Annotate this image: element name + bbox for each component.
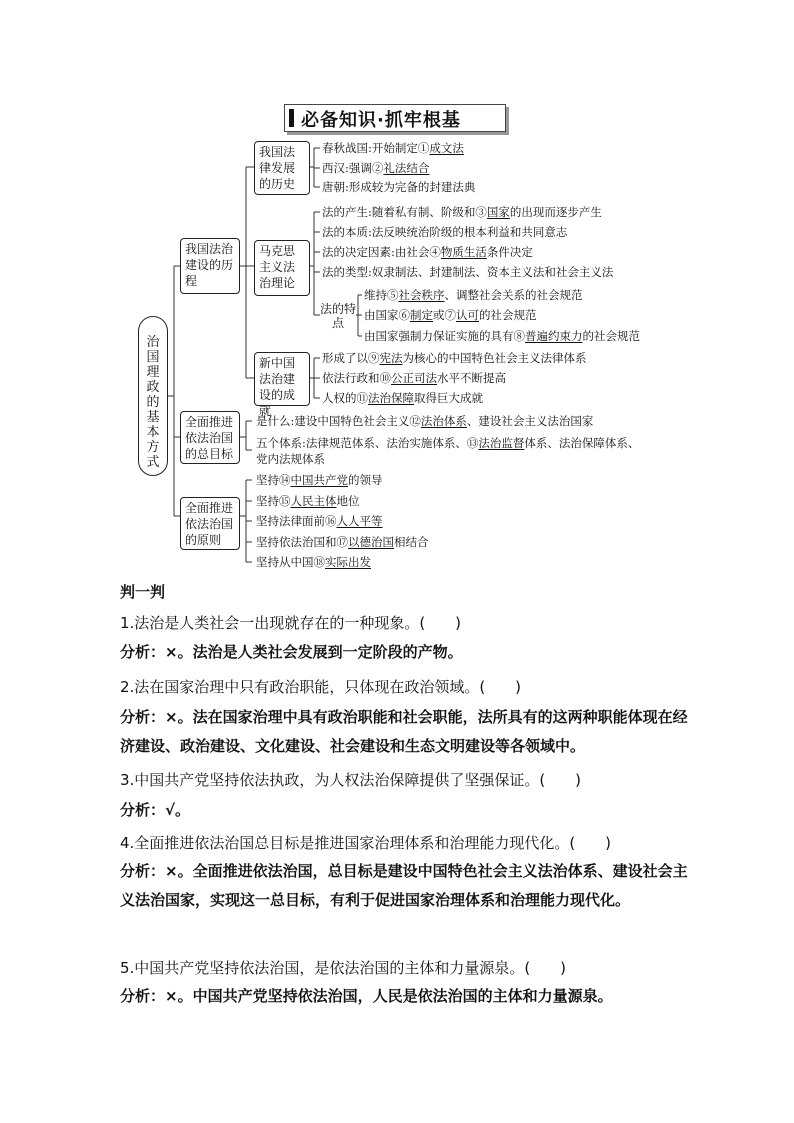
branch-principle [180,497,240,550]
newchina-item: 形成了以⑨宪法为核心的中国特色社会主义法律体系 [322,351,587,365]
principle-item: 坚持依法治国和⑰以德治国相结合 [256,535,429,549]
sub-label: 我国法律发展的历史 [259,145,296,191]
root-label: 治国理政的基本方式 [146,335,160,470]
feature-item: 维持⑤社会秩序、调整社会关系的社会规范 [364,288,583,302]
sub-newchina [254,352,310,418]
question-1: 1.法治是人类社会一出现就存在的一种现象。( ) [120,614,462,632]
history-item: 唐朝:形成较为完备的封建法典 [322,180,476,194]
principle-item: 坚持⑭中国共产党的领导 [256,473,383,487]
feature-label: 法的特点 [320,302,357,330]
branch-label: 我国法治建设的历程 [185,242,234,288]
section-title: 判一判 [120,583,166,601]
sub-marx [254,240,310,296]
branch-history [180,238,240,294]
newchina-item: 人权的⑪法治保障取得巨大成就 [322,391,483,405]
answer-3: 分析：√。 [120,801,191,819]
branch-label: 全面推进依法治国的总目标 [185,415,234,461]
sub-label: 新中国法治建设的成就 [259,356,296,418]
marx-item: 法的类型:奴隶制法、封建制法、资本主义法和社会主义法 [322,265,614,279]
question-5: 5.中国共产党坚持依法治国，是依法治国的主体和力量源泉。( ) [120,959,567,977]
answer-2: 分析：×。法在国家治理中具有政治职能和社会职能，法所具有的这两种职能体现在经济建设、政治建设、文化建设、社会建设和生态文明建设等各领域中。 [120,708,688,755]
goal-item: 五个体系:法律规范体系、法治实施体系、⑬法治监督体系、法治保障体系、 [256,436,640,450]
marx-item: 法的本质:法反映统治阶级的根本利益和共同意志 [322,225,568,239]
branch-goal [180,411,240,464]
answer-1: 分析：×。法治是人类社会发展到一定阶段的产物。 [120,643,463,661]
banner-title: 必备知识·抓牢根基 [301,110,461,131]
principle-item: 坚持⑮人民主体地位 [256,494,360,508]
answer-5: 分析：×。中国共产党坚持依法治国，人民是依法治国的主体和力量源泉。 [120,987,613,1005]
mindmap-root [138,316,168,476]
goal-item: 是什么:建设中国特色社会主义⑫法治体系、建设社会主义法治国家 [256,414,594,428]
principle-item: 坚持法律面前⑯人人平等 [256,514,383,528]
principle-item: 坚持从中国⑱实际出发 [256,555,371,569]
branch-label: 全面推进依法治国的原则 [185,501,234,547]
marx-item: 法的决定因素:由社会④物质生活条件决定 [322,245,533,259]
feature-item: 由国家强制力保证实施的具有⑧普遍约束力的社会规范 [364,329,640,343]
history-item: 春秋战国:开始制定①成文法 [322,141,464,155]
goal-item: 党内法规体系 [256,452,325,466]
question-2: 2.法在国家治理中只有政治职能，只体现在政治领域。( ) [120,678,522,696]
question-3: 3.中国共产党坚持依法执政，为人权法治保障提供了坚强保证。( ) [120,771,582,789]
sub-label: 马克思主义法治理论 [259,244,296,290]
marx-item: 法的产生:随着私有制、阶级和③国家的出现而逐步产生 [322,205,602,219]
sub-history [254,141,310,195]
answer-4: 分析：×。全面推进依法治国，总目标是建设中国特色社会主义法治体系、建设社会主义法治国家，实现这一总目标，有利于促进国家治理体系和治理能力现代化。 [120,862,688,909]
newchina-item: 依法行政和⑩公正司法水平不断提高 [322,371,506,385]
question-4: 4.全面推进依法治国总目标是推进国家治理体系和治理能力现代化。( ) [120,834,612,852]
history-item: 西汉:强调②礼法结合 [322,161,430,175]
feature-item: 由国家⑥制定或⑦认可的社会规范 [364,308,537,322]
